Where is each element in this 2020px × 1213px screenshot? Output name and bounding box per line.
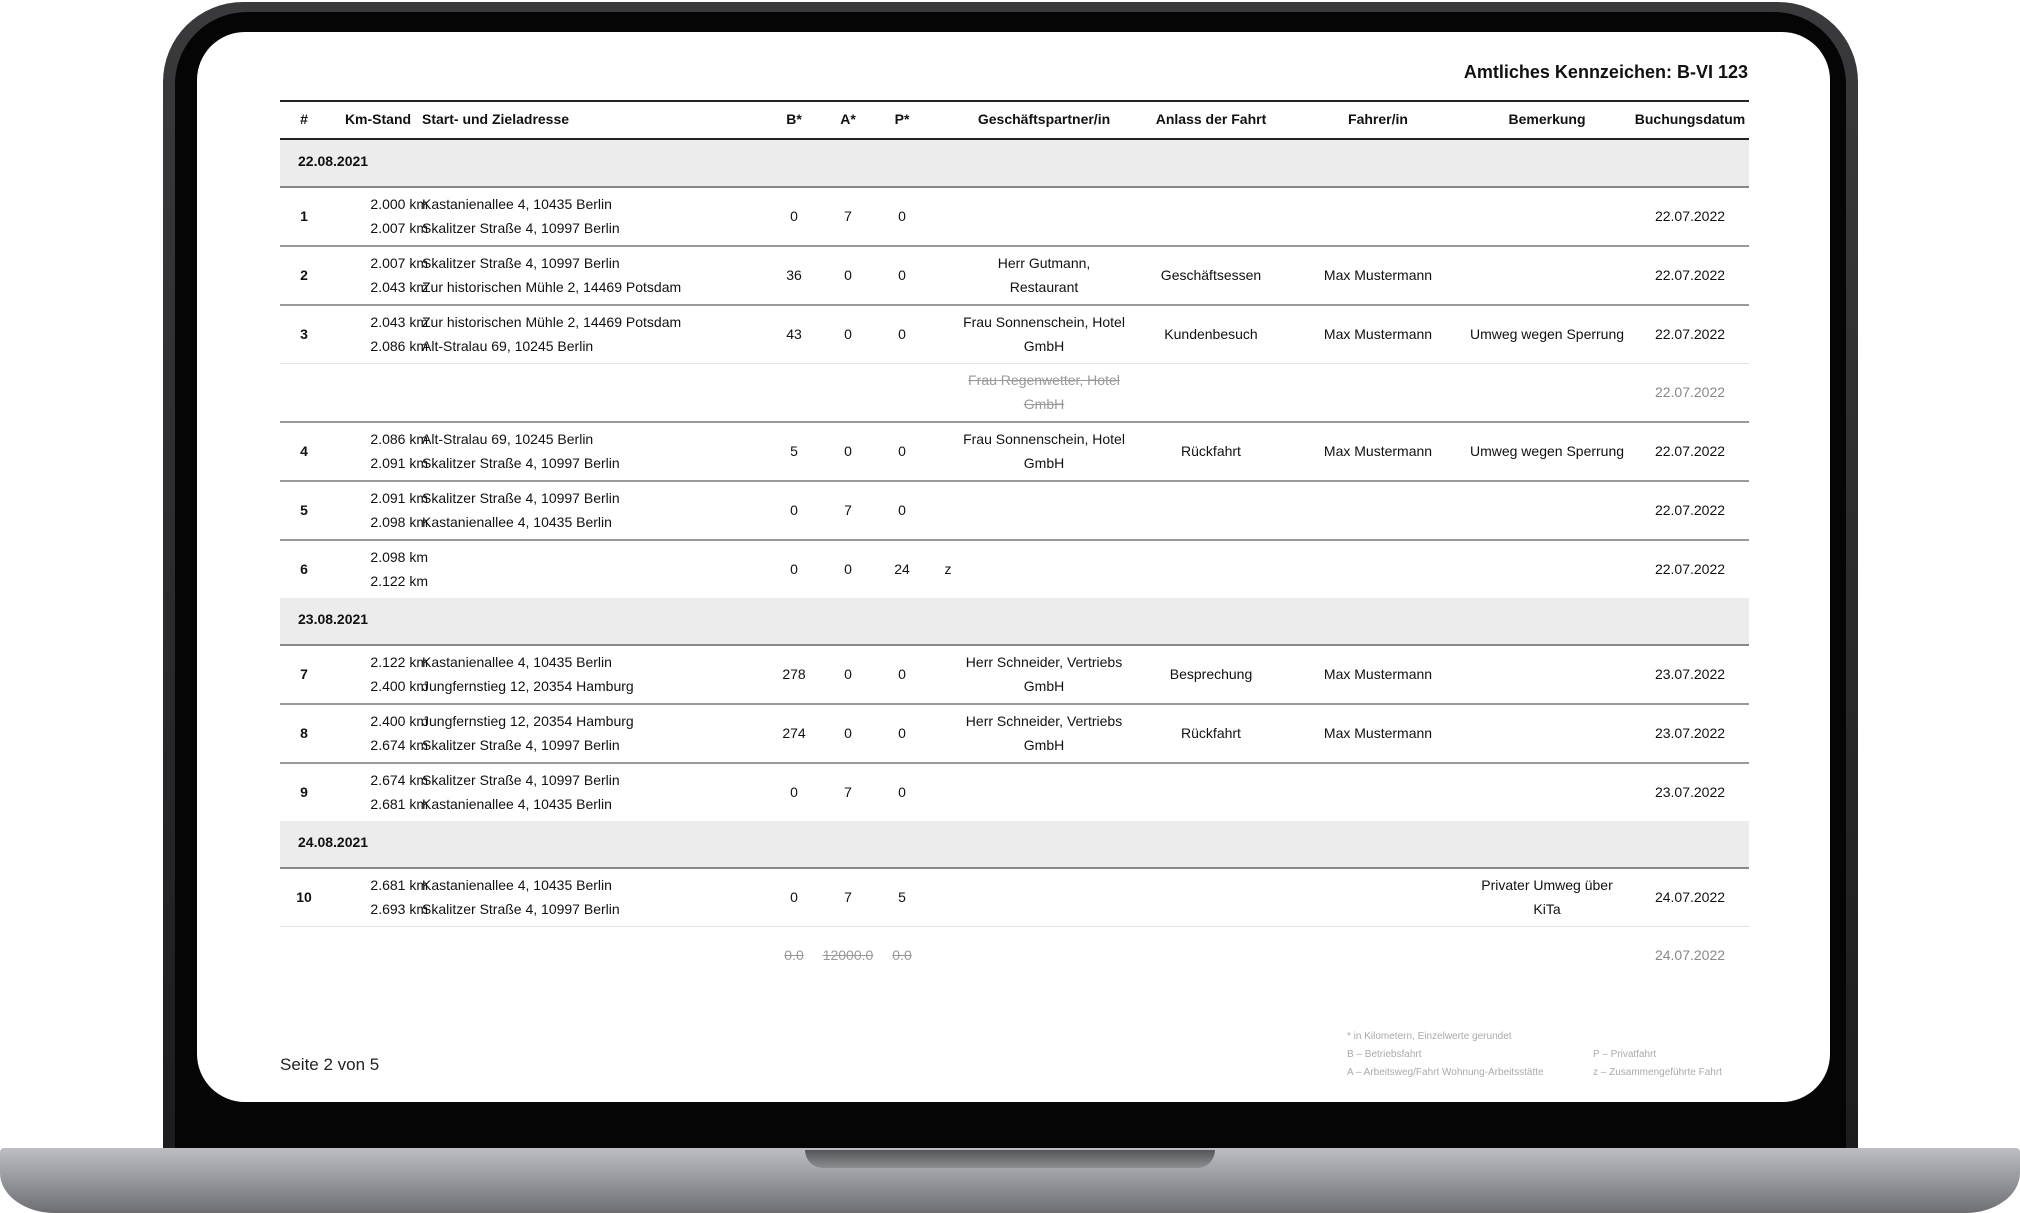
col-address: Start- und Zieladresse — [422, 111, 570, 127]
booking-date: 22.07.2022 — [1654, 384, 1726, 400]
trip-number: 5 — [300, 502, 308, 518]
address-start: Skalitzer Straße 4, 10997 Berlin — [422, 255, 620, 271]
p-value: 24 — [894, 561, 910, 577]
a-value: 12000.0 — [822, 947, 874, 963]
legend-note: * in Kilometern, Einzelwerte gerundet — [1347, 1031, 1512, 1042]
date-group-row — [280, 598, 1749, 646]
trip-number: 9 — [300, 784, 308, 800]
partner-line-1: Frau Sonnenschein, Hotel — [963, 431, 1125, 447]
legend-b: B – Betriebsfahrt — [1347, 1049, 1422, 1060]
group-date: 23.08.2021 — [298, 611, 369, 627]
booking-date: 22.07.2022 — [1654, 502, 1726, 518]
col-p: P* — [894, 111, 910, 127]
address-end: Skalitzer Straße 4, 10997 Berlin — [422, 455, 620, 471]
date-group-row — [280, 140, 1749, 188]
col-anlass: Anlass der Fahrt — [1155, 111, 1267, 127]
table-row — [280, 705, 1749, 764]
partner-line-2: GmbH — [1023, 455, 1065, 471]
address-end: Skalitzer Straße 4, 10997 Berlin — [422, 901, 620, 917]
plate-label: Amtliches Kennzeichen: B-VI 123 — [1463, 62, 1748, 82]
partner-line-2: GmbH — [1023, 678, 1065, 694]
table-row — [280, 247, 1749, 306]
km-start: 2.122 km — [370, 654, 428, 670]
b-value: 0 — [790, 784, 798, 800]
booking-date: 22.07.2022 — [1654, 326, 1726, 342]
km-end: 2.086 km — [370, 338, 428, 354]
b-value: 36 — [786, 267, 802, 283]
b-value: 274 — [782, 725, 806, 741]
remark-line-1: Privater Umweg über — [1481, 877, 1613, 893]
p-value: 0 — [898, 784, 906, 800]
trip-number: 8 — [300, 725, 308, 741]
partner-line-1: Frau Regenwetter, Hotel — [968, 372, 1120, 388]
trip-number: 4 — [300, 443, 308, 459]
trip-number: 3 — [300, 326, 308, 342]
trip-purpose: Rückfahrt — [1181, 443, 1241, 459]
partner-line-2: Restaurant — [1009, 279, 1079, 295]
table-row — [280, 306, 1749, 364]
a-value: 7 — [844, 889, 852, 905]
a-value: 0 — [844, 561, 852, 577]
laptop-notch — [805, 1150, 1215, 1168]
remark-line-1: Umweg wegen Sperrung — [1469, 443, 1625, 459]
trip-number: 6 — [300, 561, 308, 577]
trip-number: 7 — [300, 666, 308, 682]
booking-date: 23.07.2022 — [1654, 725, 1726, 741]
address-start: Kastanienallee 4, 10435 Berlin — [422, 654, 612, 670]
a-value: 0 — [844, 443, 852, 459]
table-row — [280, 188, 1749, 247]
km-end: 2.693 km — [370, 901, 428, 917]
trip-number: 2 — [300, 267, 308, 283]
b-value: 0 — [790, 208, 798, 224]
driver-name: Max Mustermann — [1323, 725, 1433, 741]
b-value: 0.0 — [784, 947, 804, 963]
driver-name: Max Mustermann — [1323, 267, 1433, 283]
partner-line-1: Frau Sonnenschein, Hotel — [963, 314, 1125, 330]
km-end: 2.400 km — [370, 678, 428, 694]
trip-purpose: Geschäftsessen — [1160, 267, 1262, 283]
km-end: 2.091 km — [370, 455, 428, 471]
address-end: Skalitzer Straße 4, 10997 Berlin — [422, 737, 620, 753]
booking-date: 22.07.2022 — [1654, 443, 1726, 459]
col-b: B* — [786, 111, 802, 127]
p-value: 0 — [898, 267, 906, 283]
p-value: 0.0 — [892, 947, 912, 963]
km-start: 2.098 km — [370, 549, 428, 565]
merged-flag: z — [944, 561, 952, 577]
legend-p: P – Privatfahrt — [1593, 1049, 1657, 1060]
booking-date: 23.07.2022 — [1654, 666, 1726, 682]
address-end: Jungfernstieg 12, 20354 Hamburg — [422, 678, 634, 694]
laptop-screen — [197, 32, 1830, 1102]
a-value: 7 — [844, 208, 852, 224]
table-row — [280, 646, 1749, 705]
km-end: 2.674 km — [370, 737, 428, 753]
address-start: Zur historischen Mühle 2, 14469 Potsdam — [422, 314, 682, 330]
col-booking-date: Buchungsdatum — [1634, 111, 1746, 127]
km-end: 2.007 km — [370, 220, 428, 236]
booking-date: 22.07.2022 — [1654, 267, 1726, 283]
km-start: 2.400 km — [370, 713, 428, 729]
col-remark: Bemerkung — [1508, 111, 1586, 127]
table-header — [280, 102, 1749, 140]
a-value: 0 — [844, 326, 852, 342]
trip-purpose: Rückfahrt — [1181, 725, 1241, 741]
driver-name: Max Mustermann — [1323, 326, 1433, 342]
booking-date: 22.07.2022 — [1654, 208, 1726, 224]
logbook-table — [280, 100, 1749, 984]
col-partner: Geschäftspartner/in — [977, 111, 1111, 127]
legend-a: A – Arbeitsweg/Fahrt Wohnung-Arbeitsstätte — [1347, 1067, 1544, 1078]
a-value: 0 — [844, 267, 852, 283]
b-value: 0 — [790, 561, 798, 577]
address-end: Kastanienallee 4, 10435 Berlin — [422, 514, 612, 530]
address-end: Alt-Stralau 69, 10245 Berlin — [422, 338, 594, 354]
p-value: 0 — [898, 326, 906, 342]
address-start: Jungfernstieg 12, 20354 Hamburg — [422, 713, 634, 729]
km-start: 2.000 km — [370, 196, 428, 212]
partner-line-2: GmbH — [1023, 396, 1065, 412]
trip-purpose: Kundenbesuch — [1164, 326, 1258, 342]
km-start: 2.091 km — [370, 490, 428, 506]
partner-line-2: GmbH — [1023, 737, 1065, 753]
trip-purpose: Besprechung — [1169, 666, 1253, 682]
p-value: 0 — [898, 208, 906, 224]
b-value: 5 — [790, 443, 798, 459]
group-date: 22.08.2021 — [298, 153, 369, 169]
b-value: 0 — [790, 889, 798, 905]
trip-number: 10 — [296, 889, 312, 905]
table-row — [280, 927, 1749, 984]
col-a: A* — [840, 111, 856, 127]
trip-number: 1 — [300, 208, 308, 224]
km-start: 2.007 km — [370, 255, 428, 271]
booking-date: 22.07.2022 — [1654, 561, 1726, 577]
legend-z: z – Zusammengeführte Fahrt — [1593, 1067, 1722, 1078]
booking-date: 24.07.2022 — [1654, 947, 1726, 963]
b-value: 0 — [790, 502, 798, 518]
p-value: 0 — [898, 666, 906, 682]
km-start: 2.681 km — [370, 877, 428, 893]
address-end: Skalitzer Straße 4, 10997 Berlin — [422, 220, 620, 236]
a-value: 7 — [844, 784, 852, 800]
address-end: Zur historischen Mühle 2, 14469 Potsdam — [422, 279, 682, 295]
km-end: 2.122 km — [370, 573, 428, 589]
date-group-row — [280, 821, 1749, 869]
partner-line-1: Herr Schneider, Vertriebs — [965, 713, 1123, 729]
km-end: 2.043 km — [370, 279, 428, 295]
partner-line-2: GmbH — [1023, 338, 1065, 354]
p-value: 0 — [898, 725, 906, 741]
km-start: 2.043 km — [370, 314, 428, 330]
partner-line-1: Herr Gutmann, — [997, 255, 1091, 271]
km-end: 2.098 km — [370, 514, 428, 530]
km-start: 2.674 km — [370, 772, 428, 788]
col-number: # — [300, 111, 308, 127]
driver-name: Max Mustermann — [1323, 443, 1433, 459]
address-start: Skalitzer Straße 4, 10997 Berlin — [422, 490, 620, 506]
address-start: Kastanienallee 4, 10435 Berlin — [422, 877, 612, 893]
p-value: 5 — [898, 889, 906, 905]
col-driver: Fahrer/in — [1348, 111, 1408, 127]
table-row — [280, 482, 1749, 541]
p-value: 0 — [898, 443, 906, 459]
table-row — [280, 869, 1749, 927]
address-start: Alt-Stralau 69, 10245 Berlin — [422, 431, 594, 447]
a-value: 0 — [844, 666, 852, 682]
table-row — [280, 541, 1749, 598]
km-end: 2.681 km — [370, 796, 428, 812]
group-date: 24.08.2021 — [298, 834, 369, 850]
remark-line-2: KiTa — [1533, 901, 1561, 917]
a-value: 7 — [844, 502, 852, 518]
booking-date: 24.07.2022 — [1654, 889, 1726, 905]
a-value: 0 — [844, 725, 852, 741]
km-start: 2.086 km — [370, 431, 428, 447]
address-start: Skalitzer Straße 4, 10997 Berlin — [422, 772, 620, 788]
b-value: 278 — [782, 666, 806, 682]
address-end: Kastanienallee 4, 10435 Berlin — [422, 796, 612, 812]
col-km: Km-Stand — [344, 111, 412, 127]
p-value: 0 — [898, 502, 906, 518]
partner-line-1: Herr Schneider, Vertriebs — [965, 654, 1123, 670]
table-row — [280, 364, 1749, 423]
b-value: 43 — [786, 326, 802, 342]
remark-line-1: Umweg wegen Sperrung — [1469, 326, 1625, 342]
table-row — [280, 423, 1749, 482]
driver-name: Max Mustermann — [1323, 666, 1433, 682]
table-row — [280, 764, 1749, 821]
address-start: Kastanienallee 4, 10435 Berlin — [422, 196, 612, 212]
booking-date: 23.07.2022 — [1654, 784, 1726, 800]
page-indicator: Seite 2 von 5 — [280, 1055, 380, 1074]
